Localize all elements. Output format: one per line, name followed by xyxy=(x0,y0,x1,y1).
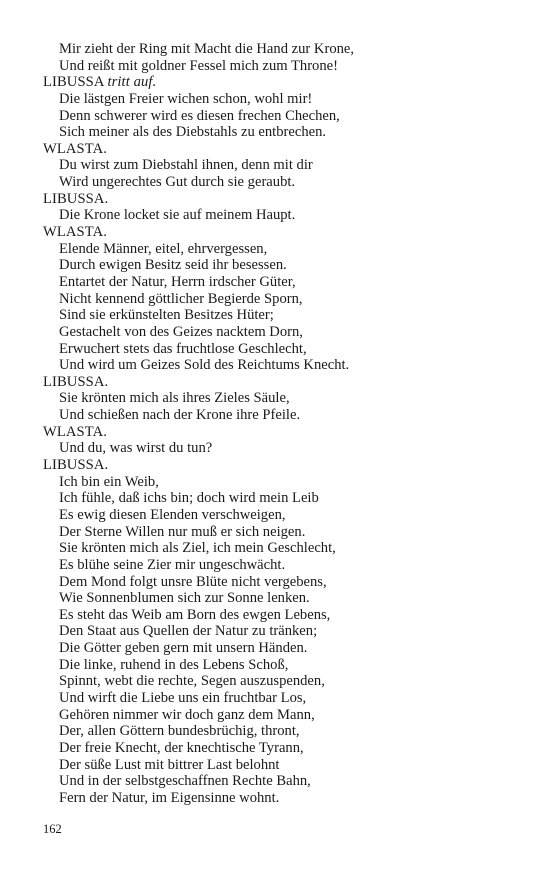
verse-text: Die Krone locket sie auf meinem Haupt. xyxy=(59,207,296,224)
verse-text: Dem Mond folgt unsre Blüte nicht vergebens, xyxy=(59,573,327,590)
verse-line xyxy=(43,507,523,524)
verse-line xyxy=(43,740,523,757)
page-number: 162 xyxy=(43,822,62,836)
verse-text: Durch ewigen Besitz seid ihr besessen. xyxy=(59,257,287,274)
verse-line xyxy=(43,357,523,374)
verse-text: Du wirst zum Diebstahl ihnen, denn mit dir xyxy=(59,157,313,174)
play-text xyxy=(43,41,523,806)
verse-text: Sind sie erkünstelten Besitzes Hüter; xyxy=(59,307,274,324)
verse-line xyxy=(43,790,523,807)
speaker-line xyxy=(43,424,523,441)
verse-line xyxy=(43,540,523,557)
verse-line xyxy=(43,207,523,224)
verse-text: Und wird um Geizes Sold des Reichtums Knecht. xyxy=(59,357,350,374)
verse-text: Der süße Lust mit bittrer Last belohnt xyxy=(59,756,280,773)
verse-line xyxy=(43,390,523,407)
speaker-line xyxy=(43,457,523,474)
verse-line xyxy=(43,590,523,607)
verse-line xyxy=(43,657,523,674)
verse-line xyxy=(43,440,523,457)
verse-line xyxy=(43,607,523,624)
verse-text: Ich bin ein Weib, xyxy=(59,473,159,490)
verse-line xyxy=(43,407,523,424)
verse-text: Es steht das Weib am Born des ewgen Lebens, xyxy=(59,606,331,623)
verse-text: Die linke, ruhend in des Lebens Schoß, xyxy=(59,656,289,673)
verse-line xyxy=(43,274,523,291)
speaker-line xyxy=(43,141,523,158)
stage-direction: tritt auf. xyxy=(107,74,157,91)
verse-line xyxy=(43,757,523,774)
verse-line xyxy=(43,673,523,690)
verse-text: Wird ungerechtes Gut durch sie geraubt. xyxy=(59,174,296,191)
verse-line xyxy=(43,341,523,358)
verse-text: Gehören nimmer wir doch ganz dem Mann, xyxy=(59,706,315,723)
verse-line xyxy=(43,524,523,541)
verse-text: Denn schwerer wird es diesen frechen Chechen, xyxy=(59,107,340,124)
verse-line xyxy=(43,241,523,258)
verse-text: Der freie Knecht, der knechtische Tyrann, xyxy=(59,739,304,756)
verse-line xyxy=(43,58,523,75)
verse-line xyxy=(43,108,523,125)
verse-line xyxy=(43,157,523,174)
speaker-name: LIBUSSA. xyxy=(43,373,109,390)
verse-line xyxy=(43,41,523,58)
speaker-name: WLASTA. xyxy=(43,423,107,440)
verse-text: Und in der selbstgeschaffnen Rechte Bahn, xyxy=(59,773,311,790)
speaker-line xyxy=(43,74,523,91)
verse-text: Die lästgen Freier wichen schon, wohl mir! xyxy=(59,90,313,107)
verse-text: Sich meiner als des Diebstahls zu entbrechen. xyxy=(59,124,327,141)
verse-line xyxy=(43,557,523,574)
verse-line xyxy=(43,474,523,491)
verse-line xyxy=(43,291,523,308)
verse-text: Mir zieht der Ring mit Macht die Hand zur Krone, xyxy=(59,41,355,57)
verse-line xyxy=(43,623,523,640)
speaker-name: LIBUSSA. xyxy=(43,457,109,474)
verse-line xyxy=(43,174,523,191)
verse-text: Fern der Natur, im Eigensinne wohnt. xyxy=(59,789,280,806)
speaker-name: LIBUSSA xyxy=(43,74,104,91)
verse-text: Es blühe seine Zier mir ungeschwächt. xyxy=(59,556,286,573)
verse-text: Und reißt mit goldner Fessel mich zum Throne! xyxy=(59,57,338,74)
verse-text: Und wirft die Liebe uns ein fruchtbar Los, xyxy=(59,689,307,706)
verse-text: Elende Männer, eitel, ehrvergessen, xyxy=(59,240,268,257)
verse-text: Der, allen Göttern bundesbrüchig, thront, xyxy=(59,723,300,740)
verse-text: Ich fühle, daß ichs bin; doch wird mein Leib xyxy=(59,490,319,507)
speaker-line xyxy=(43,224,523,241)
verse-line xyxy=(43,723,523,740)
verse-text: Nicht kennend göttlicher Begierde Sporn, xyxy=(59,290,303,307)
speaker-line xyxy=(43,191,523,208)
verse-line xyxy=(43,773,523,790)
verse-text: Und schießen nach der Krone ihre Pfeile. xyxy=(59,407,301,424)
verse-line xyxy=(43,640,523,657)
verse-line xyxy=(43,324,523,341)
speaker-name: LIBUSSA. xyxy=(43,190,109,207)
verse-line xyxy=(43,124,523,141)
verse-line xyxy=(43,707,523,724)
verse-text: Sie krönten mich als ihres Zieles Säule, xyxy=(59,390,290,407)
verse-text: Gestachelt von des Geizes nacktem Dorn, xyxy=(59,323,303,340)
verse-text: Erwuchert stets das fruchtlose Geschlecht, xyxy=(59,340,307,357)
verse-text: Den Staat aus Quellen der Natur zu tränken; xyxy=(59,623,318,640)
verse-line xyxy=(43,257,523,274)
verse-line xyxy=(43,490,523,507)
verse-line xyxy=(43,690,523,707)
speaker-line xyxy=(43,374,523,391)
verse-text: Der Sterne Willen nur muß er sich neigen. xyxy=(59,523,306,540)
verse-line xyxy=(43,91,523,108)
verse-line xyxy=(43,574,523,591)
verse-text: Die Götter geben gern mit unsern Händen. xyxy=(59,640,308,657)
verse-text: Wie Sonnenblumen sich zur Sonne lenken. xyxy=(59,590,310,607)
verse-text: Und du, was wirst du tun? xyxy=(59,440,213,457)
verse-text: Sie krönten mich als Ziel, ich mein Geschlecht, xyxy=(59,540,336,557)
speaker-name: WLASTA. xyxy=(43,140,107,157)
verse-text: Entartet der Natur, Herrn irdscher Güter, xyxy=(59,273,296,290)
verse-line xyxy=(43,307,523,324)
verse-text: Es ewig diesen Elenden verschweigen, xyxy=(59,506,286,523)
speaker-name: WLASTA. xyxy=(43,224,107,241)
verse-text: Spinnt, webt die rechte, Segen auszuspenden, xyxy=(59,673,325,690)
